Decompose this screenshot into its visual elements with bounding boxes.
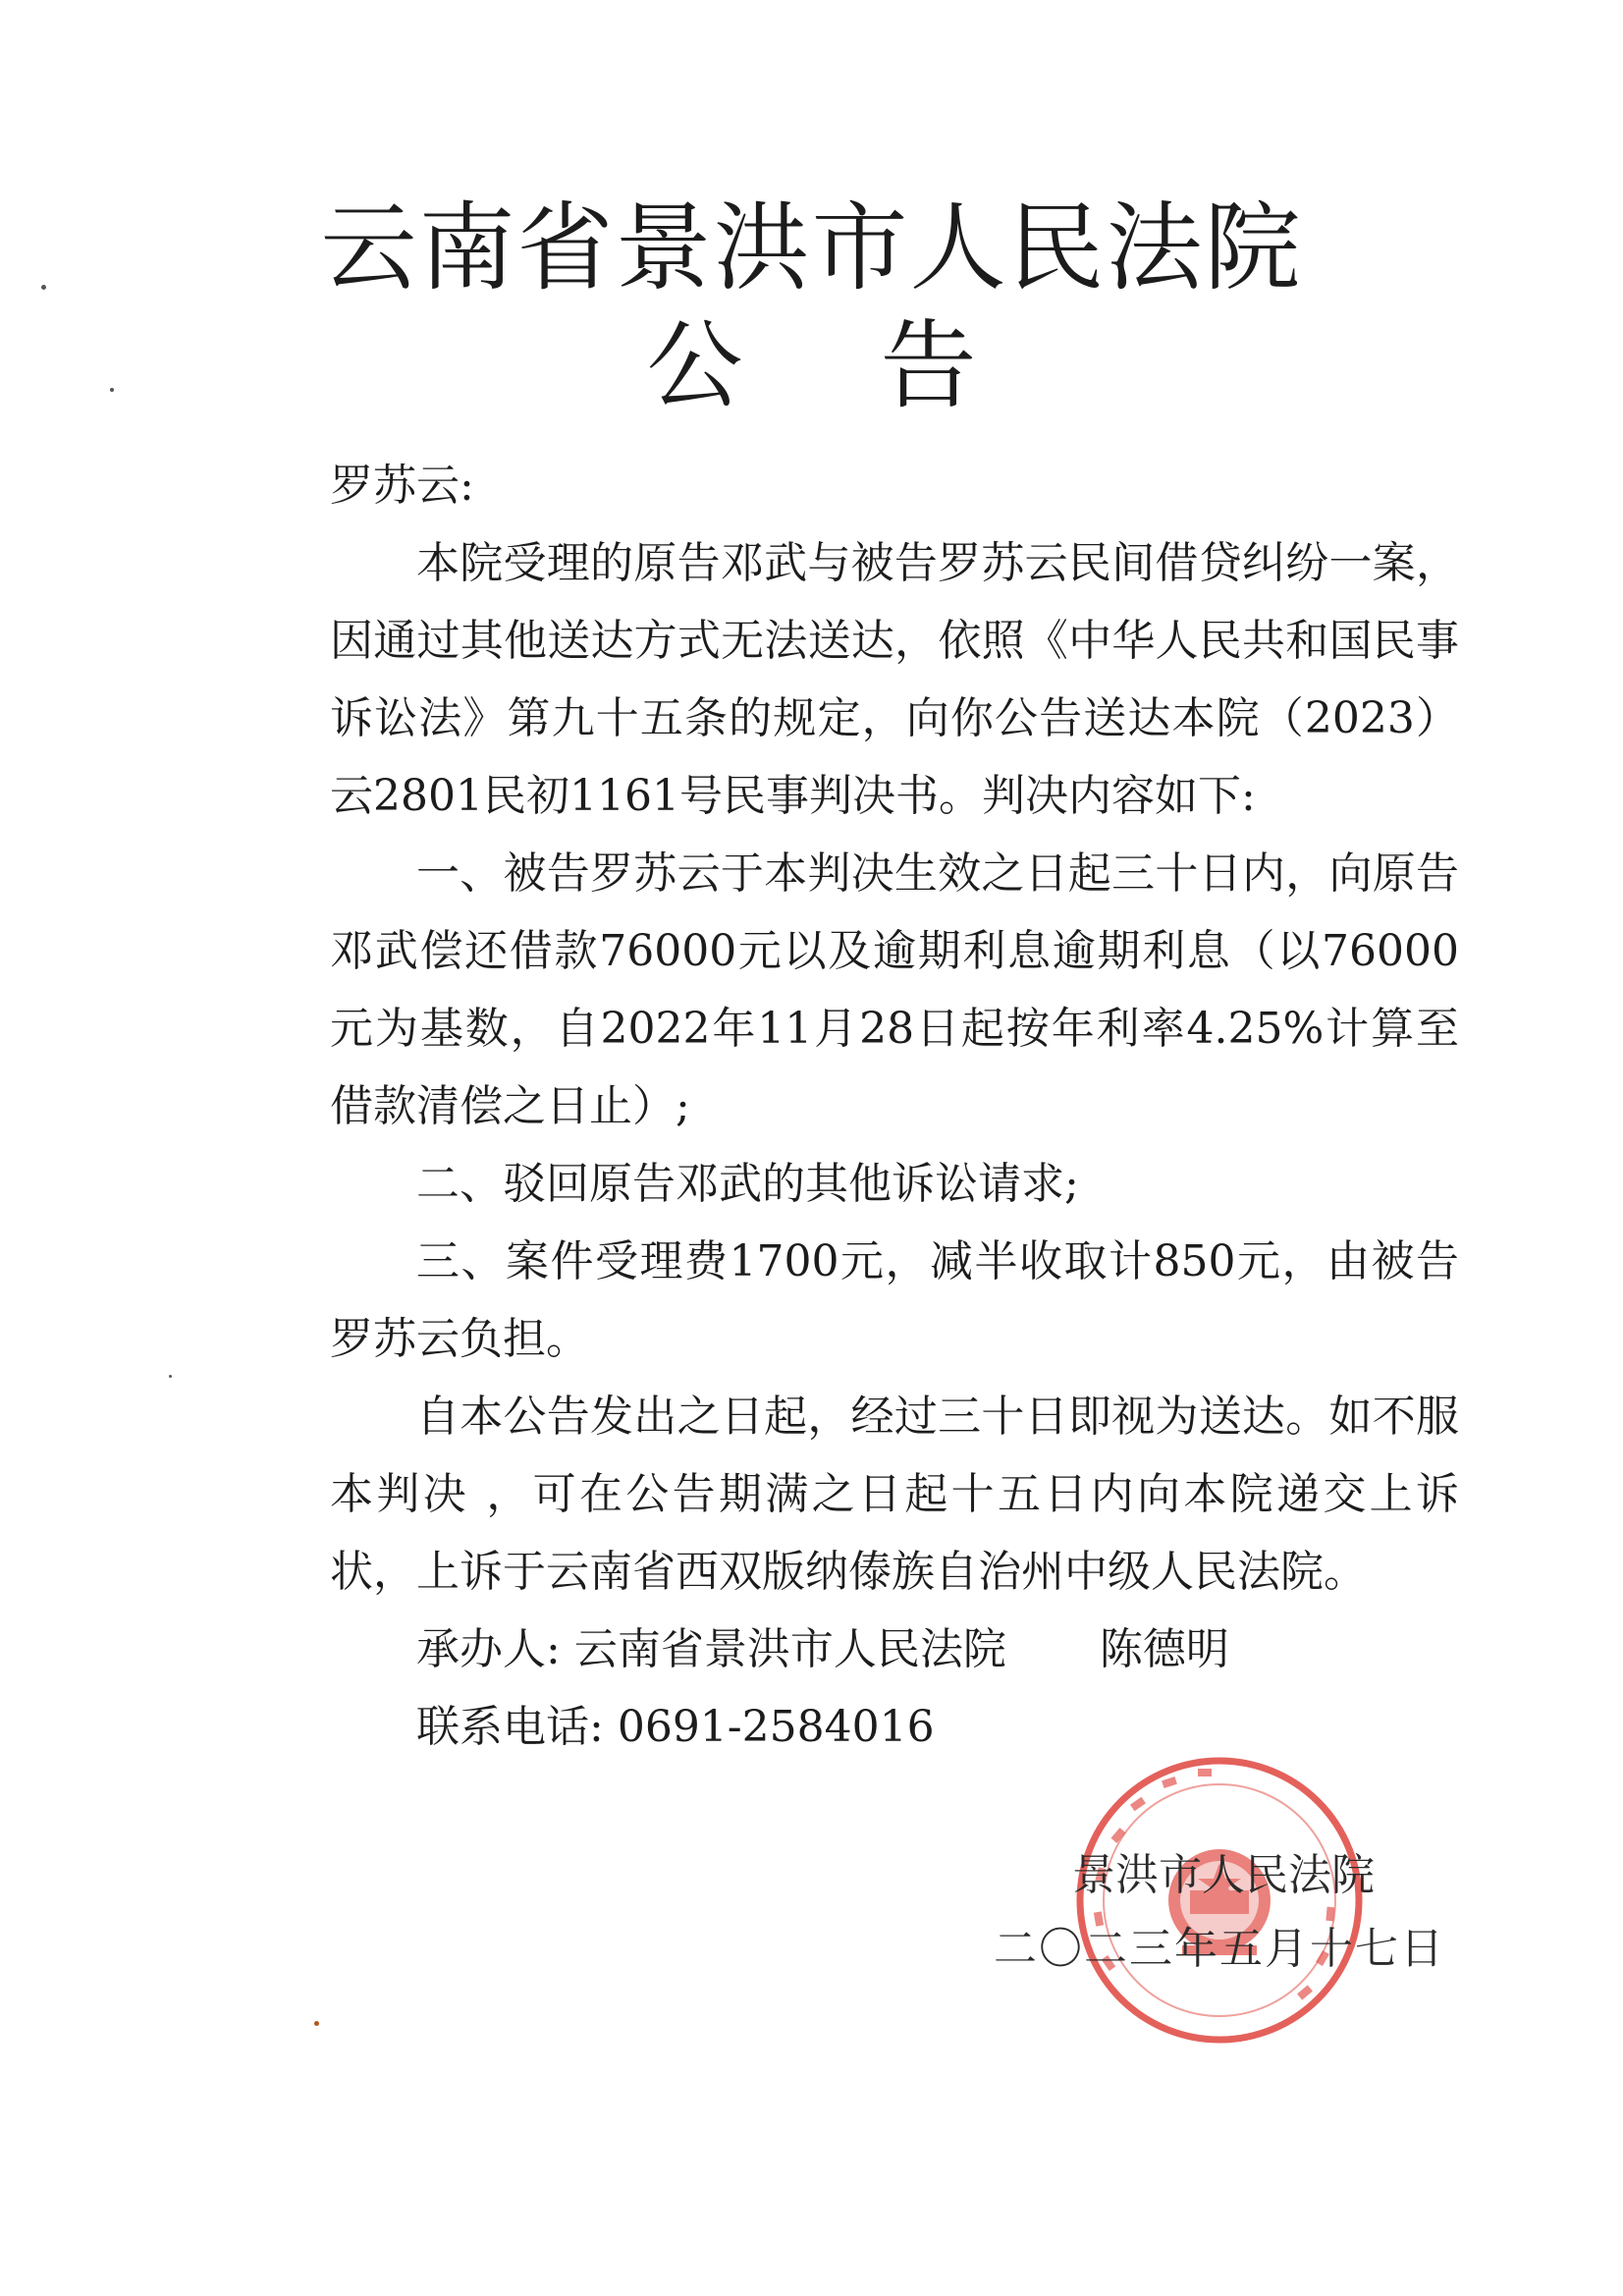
- scan-speck: [169, 1375, 172, 1378]
- handler-court: 云南省景洪市人民法院: [573, 1624, 1006, 1674]
- judgment-item-3: 三、案件受理费1700元，减半收取计850元，由被告罗苏云负担。: [330, 1236, 1459, 1364]
- scan-speck: [41, 285, 46, 290]
- judgment-item-1: 一、被告罗苏云于本判决生效之日起三十日内，向原告邓武偿还借款76000元以及逾期利息逾期利息（以76000元为基数，自2022年11月28日起按年利率4.25%计算至借款清偿之日止）;: [330, 848, 1459, 1131]
- court-title: 云南省景洪市人民法院: [320, 192, 1303, 304]
- closing-paragraph: 自本公告发出之日起，经过三十日即视为送达。如不服本判决 ，可在公告期满之日起十五日内向本院递交上诉状，上诉于云南省西双版纳傣族自治州中级人民法院。: [330, 1392, 1459, 1597]
- phone-number: 0691-2584016: [617, 1702, 935, 1752]
- addressee: 罗苏云:: [330, 461, 474, 511]
- intro-paragraph: 本院受理的原告邓武与被告罗苏云民间借贷纠纷一案，因通过其他送达方式无法送达，依照《中华人民共和国民事诉讼法》第九十五条的规定，向你公告送达本院（2023）云2801民初1161号民事判决书。判决内容如下:: [330, 538, 1459, 821]
- judgment-item-2: 二、驳回原告邓武的其他诉讼请求;: [416, 1159, 1079, 1209]
- phone-label: 联系电话:: [416, 1702, 604, 1752]
- signature-court: 景洪市人民法院: [1072, 1850, 1375, 1900]
- notice-title: 公告: [646, 310, 1114, 422]
- handler-label: 承办人:: [416, 1624, 561, 1674]
- notice-body: [330, 447, 1459, 1766]
- signature-date: 二〇二三年五月十七日: [994, 1924, 1445, 1974]
- handler-line: [330, 1611, 1459, 1688]
- scan-speck: [314, 2021, 319, 2026]
- handler-name: 陈德明: [1099, 1624, 1229, 1674]
- scan-speck: [110, 388, 114, 392]
